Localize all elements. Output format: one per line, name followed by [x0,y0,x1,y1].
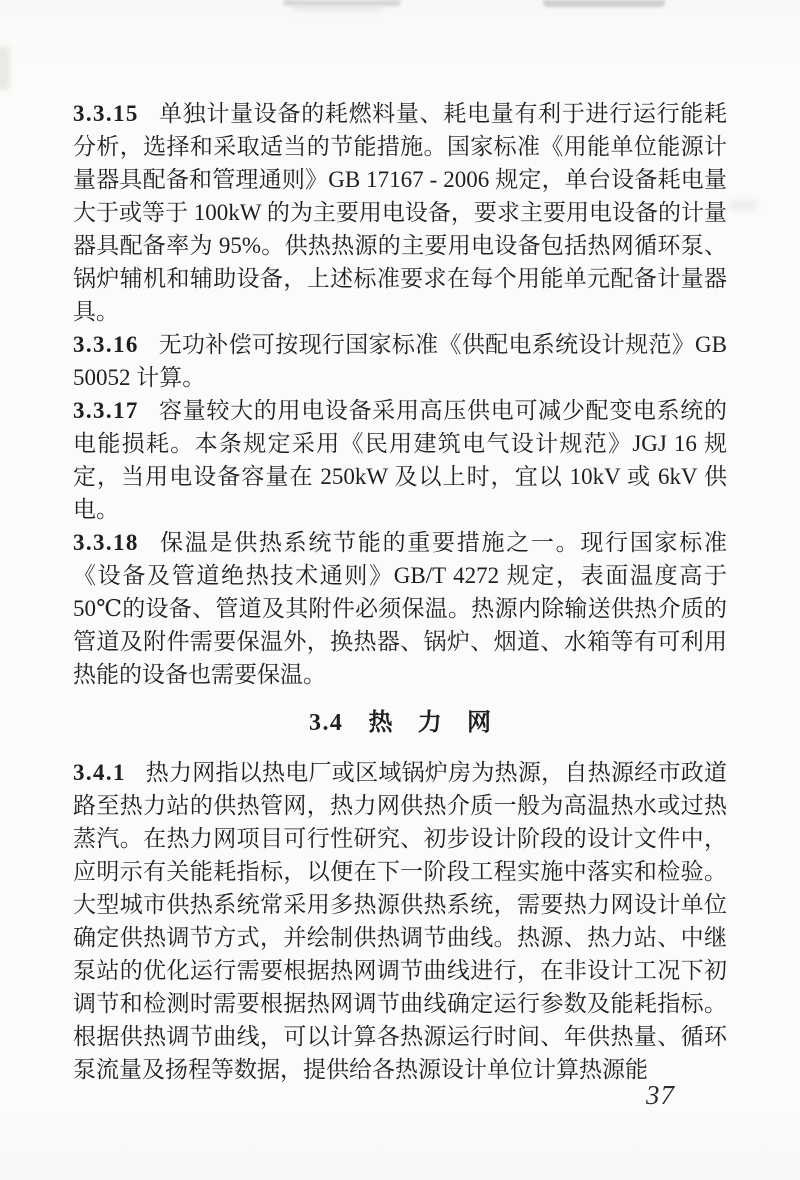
scan-artifact-top-2 [543,0,665,7]
section-number: 3.4 [309,710,344,736]
clause-3-3-17 [73,394,727,526]
clause-3-4-1 [73,756,727,1086]
clause-text: 无功补偿可按现行国家标准《供配电系统设计规范》GB 50052 计算。 [73,332,727,390]
clause-3-3-18 [73,526,727,691]
section-heading-3-4 [73,707,727,740]
clause-3-3-16 [73,328,727,394]
clause-3-3-15 [73,97,727,328]
clause-number: 3.3.15 [73,101,139,126]
clause-text: 热力网指以热电厂或区域锅炉房为热源，自热源经市政道路至热力站的供热管网，热力网供热介质一般为高温热水或过热蒸汽。在热力网项目可行性研究、初步设计阶段的设计文件中，应明示有关能耗指标，以便在下一阶段工程实施中落实和检验。大型城市供热系统常采用多热源供热系统，需要热力网设计单位确定供热调节方式，并绘制供热调节曲线。热源、热力站、中继泵站的优化运行需要根据热网调节曲线进行，在非设计工况下初调节和检测时需要根据热网调节曲线确定运行参数及能耗指标。根据供热调节曲线，可以计算各热源运行时间、年供热量、循环泵流量及扬程等数据，提供给各热源设计单位计算热源能 [73,760,727,1082]
clause-number: 3.3.18 [73,530,139,555]
clause-text: 容量较大的用电设备采用高压供电可减少配变电系统的电能损耗。本条规定采用《民用建筑电气设计规范》JGJ 16 规定，当用电设备容量在 250kW 及以上时，宜以 10kV 或 6kV 供电。 [73,398,727,522]
clause-number: 3.3.16 [73,332,139,357]
clause-number: 3.3.17 [73,398,139,423]
clause-text: 单独计量设备的耗燃料量、耗电量有利于进行运行能耗分析，选择和采取适当的节能措施。国家标准《用能单位能源计量器具配备和管理通则》GB 17167 - 2006 规定，单台设备耗电量大于或等于 100kW 的为主要用电设备，要求主要用电设备的计量器具配备率为 95%。供热热源的主要用电设备包括热网循环泵、锅炉辅机和辅助设备，上述标准要求在每个用能单元配备计量器具。 [73,101,727,324]
text-block [73,97,727,1086]
page-number: 37 [646,1080,675,1110]
section-title: 热力网 [368,710,517,736]
clause-number: 3.4.1 [73,760,126,785]
scan-artifact-left-edge [0,46,10,90]
scan-artifact-top-1 [283,0,401,6]
scan-artifact-right [730,200,756,210]
clause-text: 保温是供热系统节能的重要措施之一。现行国家标准《设备及管道绝热技术通则》GB/T 4272 规定，表面温度高于50℃的设备、管道及其附件必须保温。热源内除输送供热介质的管道及附件需要保温外，换热器、锅炉、烟道、水箱等有可利用热能的设备也需要保温。 [73,530,727,687]
